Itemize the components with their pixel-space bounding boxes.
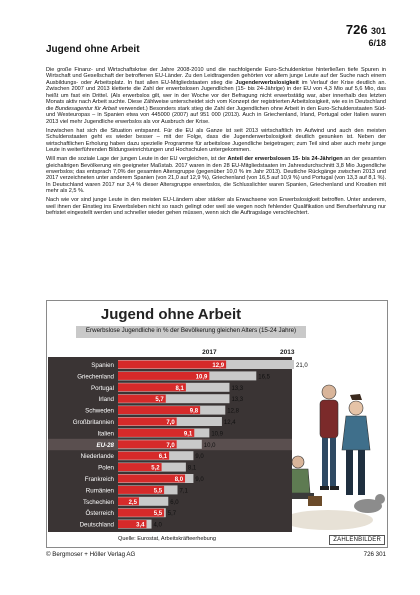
bar-2013-label: 7,1 — [179, 488, 188, 495]
category-label: Italien — [97, 430, 114, 438]
chart-title: Jugend ohne Arbeit — [100, 306, 242, 323]
category-label: Griechenland — [77, 373, 114, 381]
category-label: Polen — [98, 464, 114, 472]
bar-2017-label: 12,9 — [212, 363, 225, 369]
bar-2013-label: 8,1 — [187, 465, 197, 472]
bar-2017-label: 9,1 — [183, 431, 193, 438]
chart-frame — [46, 300, 388, 548]
text-run: im Verlauf der Krise deutlich an. Zwischen 2007 und 2013 kletterte die Zahl der erwerbslosen Jugendlichen (15- bis 24-Jährige) in der EU von 4,3 Mio auf 5,6 Mio, das heißt um fast ein Drittel. (Als erwerbslos gilt, wer in der Woche vor der Befragung nicht erwerbstätig war, aber innerhalb des letzten Monats aktiv nach Arbeit suchte. Diese Zählweise unterscheidet sich vom Konzept der registrierten Arbeitslosigkeit, wie es in Deutschland die — [46, 79, 386, 112]
document-number-sub: 301 — [370, 26, 386, 36]
legend-2013: 2013 — [280, 349, 295, 356]
brand-label: ZAHLENBILDER — [329, 535, 385, 545]
chart-source: Quelle: Eurostat, Arbeitskräfteerhebung — [118, 536, 216, 542]
bar-2013-label: 12,8 — [227, 408, 239, 415]
bold-text: Jugenderwerbslosigkeit — [235, 79, 299, 86]
bar-2013-label: 9,0 — [195, 477, 204, 483]
document-number-main: 726 — [345, 22, 368, 37]
bar-2013-label: 10,0 — [203, 442, 216, 449]
bold-text: Anteil der erwerbslosen 15- bis 24-Jährigen — [227, 156, 343, 163]
body-text — [46, 67, 386, 219]
bar-2017-label: 9,8 — [189, 408, 199, 415]
bar-2013-label: 10,9 — [211, 431, 224, 438]
footer-doc-number: 726 301 — [363, 551, 386, 558]
bar-2017-label: 10,9 — [195, 374, 208, 381]
text-run: Inzwischen hat sich die Situation entspannt. Für die EU als Ganze ist seit 2013 wirtschaftlich im Aufwind und auch den meisten Schuldenstaaten geht es wieder besser – mit der Folge, dass die Jugenderwerbslosigkeit deutlich gesunken ist. Neben der wirtschaftlichen Erholung haben dazu spezielle Programme für arbeitslose Jugendliche beigetragen; zum Teil sind aber auch mehr junge Leute in weiterführenden Bildungseinrichtungen und Hochschulen untergekommen. — [46, 127, 386, 154]
paragraph — [46, 197, 386, 216]
chart-panel — [46, 300, 388, 548]
text-run: Nach wie vor sind junge Leute in den meisten EU-Ländern aber stärker als Erwachsene von Erwerbslosigkeit betroffen. Unter anderem, weil ihnen der Einstieg ins Erwerbsleben nicht so rasch gelingt oder weil sie wegen noch fehlender Qualifikation und Berufserfahrung nur befristet eingestellt werden und schneller wieder gehen müssen, wenn sich die Auftragslage verschlechtert. — [46, 197, 386, 217]
category-label: Deutschland — [79, 521, 114, 529]
bar-2017-label: 6,1 — [158, 454, 168, 461]
chart-subtitle: Erwerbslose Jugendliche in % der Bevölkerung gleichen Alters (15-24 Jahre) — [85, 327, 297, 334]
bar-2017-label: 5,7 — [155, 397, 164, 404]
footer-copyright: © Bergmoser + Höller Verlag AG — [46, 551, 136, 558]
category-label: Spanien — [91, 362, 114, 369]
bar-2017-label: 8,1 — [175, 385, 184, 392]
text-run: Will man die soziale Lage der jungen Leute in der EU vergleichen, ist der — [46, 156, 228, 163]
bar-2017-label: 3,4 — [136, 522, 145, 529]
bar-2017-label: 5,5 — [153, 488, 163, 495]
legend-2017: 2017 — [202, 349, 217, 356]
text-run: Die große Finanz- und Wirtschaftskrise der Jahre 2008-2010 und die nachfolgende Euro-Schuldenkrise hinterließen tiefe Spuren in Wirtschaft und Gesellschaft der betroffenen EU-Länder. Zu den Leidtragenden gehörten vor allem junge Leute auf der Suche nach einem Ausbildungs- oder Arbeitsplatz. In fast allen EU-Mitgliedstaaten stieg die — [46, 67, 386, 86]
bar-2017-label: 5,5 — [153, 511, 163, 518]
bar-2013-label: 16,5 — [258, 374, 270, 381]
text-run: an der gesamten gleichaltrigen Bevölkerung ein geeigneter Maßstab. 2017 waren in den 28 EU-Mitgliedstaaten im Jahresdurchschnitt 3,8 Mio Jugendliche erwerbslos; das entsprach 7,0% der gesamten Altersgruppe (gegenüber 10,0 % im Jahr 2013). Deutliche Rückgänge zwischen 2013 und 2017 verzeichneten unter anderem Spanien (von 21,0 auf 12,9 %), Griechenland (von 16,5 auf 10,9 %) und Portugal (von 13,3 auf 8,1 %). In Deutschland waren 2017 nur 3,4 % dieser Altersgruppe erwerbslos, die Schlusslichter waren Spanien, Griechenland und Kroatien mit mehr als 2,5 %. — [46, 156, 386, 195]
bar-2013-label: 4,0 — [153, 522, 162, 529]
bar-2017-label: 7,0 — [166, 442, 175, 449]
category-label: EU-28 — [96, 441, 114, 449]
page-number: 6/18 — [368, 38, 386, 48]
category-label: Rumänien — [85, 487, 114, 495]
category-label: Schweden — [85, 407, 114, 415]
category-label: Österreich — [85, 510, 114, 518]
bar-2013-label: 5,7 — [167, 511, 177, 518]
italic-text: Bundesagentur für Arbeit — [55, 105, 117, 112]
category-label: Niederlande — [80, 453, 114, 461]
paragraph — [46, 67, 386, 125]
paragraph — [46, 128, 386, 154]
category-label: Tschechien — [83, 498, 114, 506]
bar-2013-label: 6,0 — [170, 499, 179, 506]
bar-2013-label: 13,3 — [231, 397, 244, 404]
bar-2017-label: 2,5 — [128, 499, 137, 506]
bar-2017-label: 8,0 — [174, 477, 184, 483]
page-title: Jugend ohne Arbeit — [46, 44, 140, 55]
bar-2017-label: 7,0 — [166, 420, 175, 426]
document-number — [346, 22, 386, 37]
category-label: Portugal — [90, 384, 114, 392]
category-label: Frankreich — [84, 476, 114, 483]
paragraph — [46, 156, 386, 195]
category-label: Großbritannien — [72, 419, 114, 426]
bar-2017-label: 5,2 — [151, 465, 160, 472]
category-label: Irland — [98, 396, 114, 404]
bar-2013-label: 13,3 — [231, 385, 244, 392]
bar-2013-label: 9,0 — [195, 454, 204, 461]
bar-2013-label: 21,0 — [296, 363, 308, 369]
bar-2013-label: 12,4 — [223, 420, 236, 426]
text-run: verwendet.) Besonders stark stieg die Zahl der Jugendlichen ohne Arbeit in den Euro-Schuldenstaaten Süd- und Westeuropas – in Spanien etwa von 445000 (2007) auf 951 000 (2013). Auch in Griechenland, Irland, Portugal oder Italien waren 2013 viel mehr Jugendliche erwerbslos als vor Ausbruch der Krise. — [46, 105, 386, 125]
